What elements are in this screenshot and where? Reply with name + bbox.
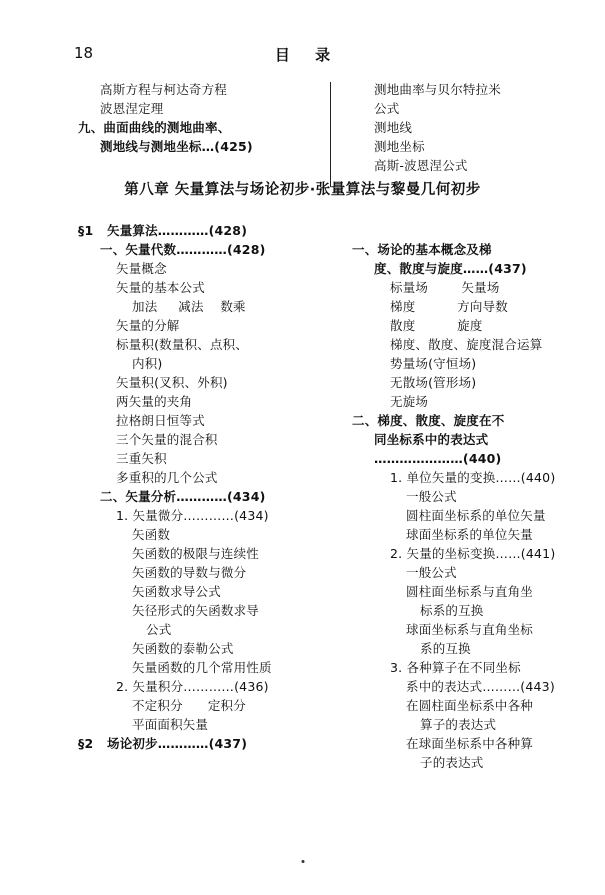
toc-left-entry: 矢量积(叉积、外积) <box>116 375 228 390</box>
toc-left-entry: 内积) <box>132 356 163 371</box>
toc-left-entry: 平面面积矢量 <box>132 717 209 732</box>
chapter-title: 第八章 矢量算法与场论初步·张量算法与黎曼几何初步 <box>124 182 481 198</box>
toc-left-entry: §2 场论初步…………(437) <box>78 736 248 751</box>
toc-right-entry: 在圆柱面坐标系中各种 <box>406 698 534 713</box>
toc-right-entry: 同坐标系中的表达式 <box>374 432 489 447</box>
toc-right-top-entry: 公式 <box>374 101 400 116</box>
toc-right-entry: 系的互换 <box>420 641 471 656</box>
toc-left-top-entry: 波恩涅定理 <box>100 101 164 116</box>
right-main-entries <box>352 240 605 772</box>
toc-right-top-entry: 测地线 <box>374 120 413 135</box>
footer-dot <box>301 860 304 863</box>
toc-left-entry: 矢量概念 <box>116 261 167 276</box>
toc-right-entry: …………………(440) <box>374 451 502 466</box>
toc-left-entry: 不定积分 定积分 <box>132 698 246 713</box>
toc-left-top-entry: 九、曲面曲线的测地曲率、 <box>78 120 231 135</box>
toc-right-entry: 子的表达式 <box>420 755 484 770</box>
toc-columns <box>0 80 605 895</box>
toc-left-entry: 二、矢量分析…………(434) <box>100 489 266 504</box>
toc-left-entry: 三重矢积 <box>116 451 167 466</box>
toc-right-entry: 度、散度与旋度……(437) <box>374 261 527 276</box>
toc-right-entry: 一般公式 <box>406 565 457 580</box>
toc-right-entry: 散度 旋度 <box>390 318 483 333</box>
toc-right-entry: 无旋场 <box>390 394 429 409</box>
toc-right-entry: 在球面坐标系中各种算 <box>406 736 534 751</box>
left-top-entries <box>78 80 336 156</box>
toc-left-entry: 标量积(数量积、点积、 <box>116 337 249 352</box>
toc-left-entry: §1 矢量算法…………(428) <box>78 223 248 238</box>
toc-right-entry: 标量场 矢量场 <box>390 280 500 295</box>
toc-left-entry: 矢函数 <box>132 527 171 542</box>
toc-left-entry: 加法 减法 数乘 <box>132 299 246 314</box>
toc-left-entry: 一、矢量代数…………(428) <box>100 242 266 257</box>
toc-right-entry: 梯度 方向导数 <box>390 299 508 314</box>
toc-right-entry: 圆柱面坐标系与直角坐 <box>406 584 534 599</box>
toc-left-entry: 拉格朗日恒等式 <box>116 413 205 428</box>
toc-right-top-entry: 测地曲率与贝尔特拉米 <box>374 82 502 97</box>
toc-right-entry: 3. 各种算子在不同坐标 <box>390 660 521 675</box>
toc-right-entry: 一、场论的基本概念及梯 <box>352 242 492 257</box>
toc-left-entry: 矢径形式的矢函数求导 <box>132 603 260 618</box>
toc-right-top-entry: 测地坐标 <box>374 139 425 154</box>
toc-right-entry: 梯度、散度、旋度混合运算 <box>390 337 543 352</box>
toc-right-entry: 圆柱面坐标系的单位矢量 <box>406 508 546 523</box>
toc-right-entry: 球面坐标系的单位矢量 <box>406 527 534 542</box>
toc-right-entry: 算子的表达式 <box>420 717 497 732</box>
toc-left-entry: 矢函数的导数与微分 <box>132 565 247 580</box>
toc-left-top-entry: 测地线与测地坐标…(425) <box>100 139 253 154</box>
toc-right-entry: 球面坐标系与直角坐标 <box>406 622 534 637</box>
toc-left-entry: 两矢量的夹角 <box>116 394 193 409</box>
toc-right-entry: 一般公式 <box>406 489 457 504</box>
toc-left-entry: 1. 矢量微分…………(434) <box>116 508 269 523</box>
toc-right-entry: 势量场(守恒场) <box>390 356 477 371</box>
right-top-entries <box>352 80 605 175</box>
toc-left-top-entry: 高斯方程与柯达奇方程 <box>100 82 228 97</box>
toc-left-entry: 矢函数的泰勒公式 <box>132 641 234 656</box>
toc-left-entry: 三个矢量的混合积 <box>116 432 218 447</box>
toc-left-entry: 2. 矢量积分…………(436) <box>116 679 269 694</box>
toc-left-entry: 矢函数求导公式 <box>132 584 221 599</box>
toc-left-entry: 矢量函数的几个常用性质 <box>132 660 272 675</box>
header-title: 目 录 <box>274 46 341 64</box>
toc-left-entry: 矢量的分解 <box>116 318 180 333</box>
toc-right-entry: 二、梯度、散度、旋度在不 <box>352 413 505 428</box>
toc-right-entry: 1. 单位矢量的变换……(440) <box>390 470 556 485</box>
toc-right-entry: 2. 矢量的坐标变换……(441) <box>390 546 556 561</box>
toc-right-entry: 系中的表达式………(443) <box>406 679 555 694</box>
page-header <box>0 44 605 66</box>
toc-left-entry: 多重积的几个公式 <box>116 470 218 485</box>
left-main-entries <box>78 221 336 753</box>
toc-right-entry: 标系的互换 <box>420 603 484 618</box>
toc-left-entry: 公式 <box>146 622 172 637</box>
toc-right-entry: 无散场(管形场) <box>390 375 477 390</box>
toc-left-entry: 矢量的基本公式 <box>116 280 205 295</box>
toc-left-entry: 矢函数的极限与连续性 <box>132 546 260 561</box>
page-number: 18 <box>74 44 94 62</box>
toc-right-top-entry: 高斯-波恩涅公式 <box>374 158 468 173</box>
